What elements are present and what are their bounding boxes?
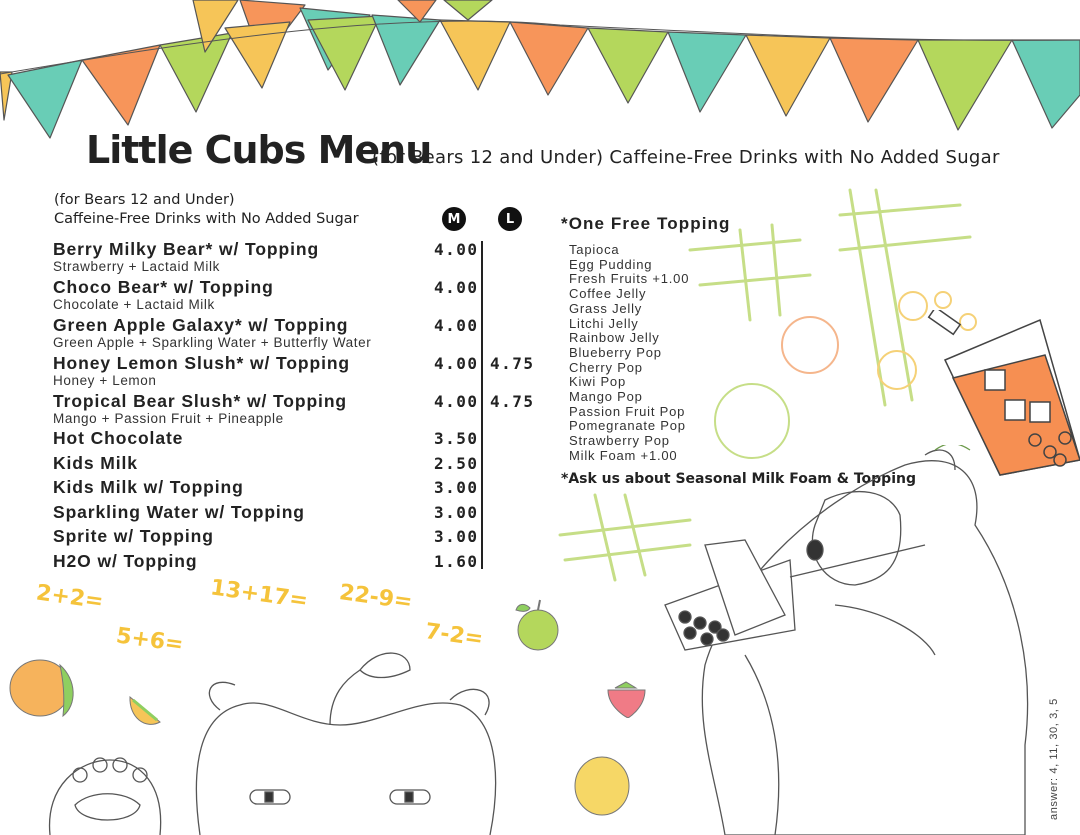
price-medium: 3.00 [434, 502, 479, 522]
price-medium: 4.00 [434, 354, 479, 373]
menu-subheading [54, 191, 434, 229]
item-desc: Strawberry + Lactaid Milk [53, 259, 220, 274]
menu-item [53, 502, 543, 527]
bubble [899, 292, 927, 320]
bubble [935, 292, 951, 308]
menu-item [53, 551, 543, 576]
flag [372, 15, 440, 85]
item-name: Kids Milk w/ Topping [53, 477, 244, 497]
price-medium: 4.00 [434, 278, 479, 297]
math-equation: 5+6= [114, 623, 185, 658]
price-medium: 3.00 [434, 478, 479, 497]
menu-item [53, 453, 543, 478]
flag [8, 60, 82, 138]
topping-item: Passion Fruit Pop [569, 403, 686, 419]
menu-item [53, 391, 543, 428]
math-equation: 22-9= [337, 580, 414, 615]
price-medium: 4.00 [434, 392, 479, 411]
mango-icon [5, 650, 80, 720]
size-l-badge: L [498, 207, 522, 231]
page-title: Little Cubs Menu [86, 128, 432, 172]
flag [160, 33, 232, 112]
math-equation: 2+2= [34, 580, 105, 615]
menu-item [53, 477, 543, 502]
size-m-badge: M [442, 207, 466, 231]
answer-key: answer: 4, 11, 30, 3, 5 [1048, 698, 1060, 820]
bear-illustration [655, 445, 1050, 835]
flag [510, 22, 588, 95]
item-desc: Honey + Lemon [53, 373, 157, 388]
menu-item [53, 428, 543, 453]
topping-item: Kiwi Pop [569, 374, 626, 390]
item-name: Sparkling Water w/ Topping [53, 501, 305, 522]
math-equation: 7-2= [423, 619, 485, 652]
page-subtitle: (for Bears 12 and Under) Caffeine-Free Drinks with No Added Sugar [372, 147, 1000, 168]
flag [444, 0, 492, 20]
bunting-banner [0, 0, 1080, 140]
price-medium: 3.50 [434, 429, 479, 448]
menu-item [53, 277, 543, 315]
bubble [878, 351, 916, 389]
price-medium: 3.00 [434, 527, 479, 546]
item-name: Berry Milky Bear* w/ Topping [53, 239, 320, 259]
item-name: Green Apple Galaxy* w/ Topping [53, 315, 349, 335]
green-apple-icon [510, 598, 570, 653]
item-name: Kids Milk [53, 452, 138, 473]
flag [830, 38, 918, 122]
topping-item: Egg Pudding [569, 256, 653, 272]
topping-item: Tapioca [569, 242, 620, 257]
paw-illustration [40, 745, 170, 835]
toppings-heading: *One Free Topping [561, 214, 731, 233]
topping-item: Milk Foam +1.00 [569, 447, 678, 463]
topping-item: Grass Jelly [569, 300, 643, 316]
strawberry-icon [603, 678, 648, 718]
bubble [782, 317, 838, 373]
menu-item [53, 239, 543, 277]
flag [746, 35, 830, 116]
item-desc: Mango + Passion Fruit + Pineapple [53, 411, 284, 426]
menu-list [53, 239, 543, 575]
price-large: 4.75 [490, 392, 535, 411]
topping-item: Fresh Fruits +1.00 [569, 271, 690, 287]
item-name: Choco Bear* w/ Topping [53, 277, 274, 297]
flag [225, 22, 290, 88]
item-name: H2O w/ Topping [53, 550, 198, 571]
item-desc: Green Apple + Sparkling Water + Butterfly Water [53, 335, 372, 350]
flag [668, 32, 746, 112]
topping-item: Strawberry Pop [569, 433, 670, 449]
item-name: Hot Chocolate [53, 428, 184, 448]
price-large: 4.75 [490, 354, 535, 373]
topping-item: Cherry Pop [569, 359, 643, 375]
price-medium: 4.00 [434, 240, 479, 259]
math-equation: 13+17= [208, 575, 310, 614]
price-medium: 1.60 [434, 551, 479, 571]
menu-item [53, 353, 543, 391]
topping-item: Blueberry Pop [569, 344, 662, 360]
topping-item: Coffee Jelly [569, 286, 647, 302]
item-name: Honey Lemon Slush* w/ Topping [53, 353, 351, 373]
item-name: Tropical Bear Slush* w/ Topping [53, 391, 347, 411]
menu-subheading-line2: Caffeine-Free Drinks with No Added Sugar [54, 211, 359, 227]
topping-item: Litchi Jelly [569, 315, 639, 331]
topping-item: Pomegranate Pop [569, 418, 686, 434]
flag [1012, 40, 1080, 128]
flag [82, 45, 160, 125]
lemon-icon [572, 753, 632, 818]
price-medium: 4.00 [434, 316, 479, 335]
menu-item [53, 526, 543, 551]
flag [588, 28, 668, 103]
topping-item: Rainbow Jelly [569, 330, 660, 346]
menu-subheading-line1: (for Bears 12 and Under) [54, 192, 235, 208]
item-desc: Chocolate + Lactaid Milk [53, 297, 215, 312]
bear-face-illustration [180, 635, 510, 835]
lime-slice-icon [125, 692, 165, 727]
item-name: Sprite w/ Topping [53, 526, 214, 546]
price-medium: 2.50 [434, 453, 479, 473]
flag [308, 16, 380, 90]
menu-item [53, 315, 543, 353]
seasonal-note: *Ask us about Seasonal Milk Foam & Topping [561, 471, 916, 487]
flag [440, 20, 510, 90]
topping-item: Mango Pop [569, 389, 643, 405]
flag [918, 40, 1012, 130]
price-column-divider [481, 241, 483, 569]
